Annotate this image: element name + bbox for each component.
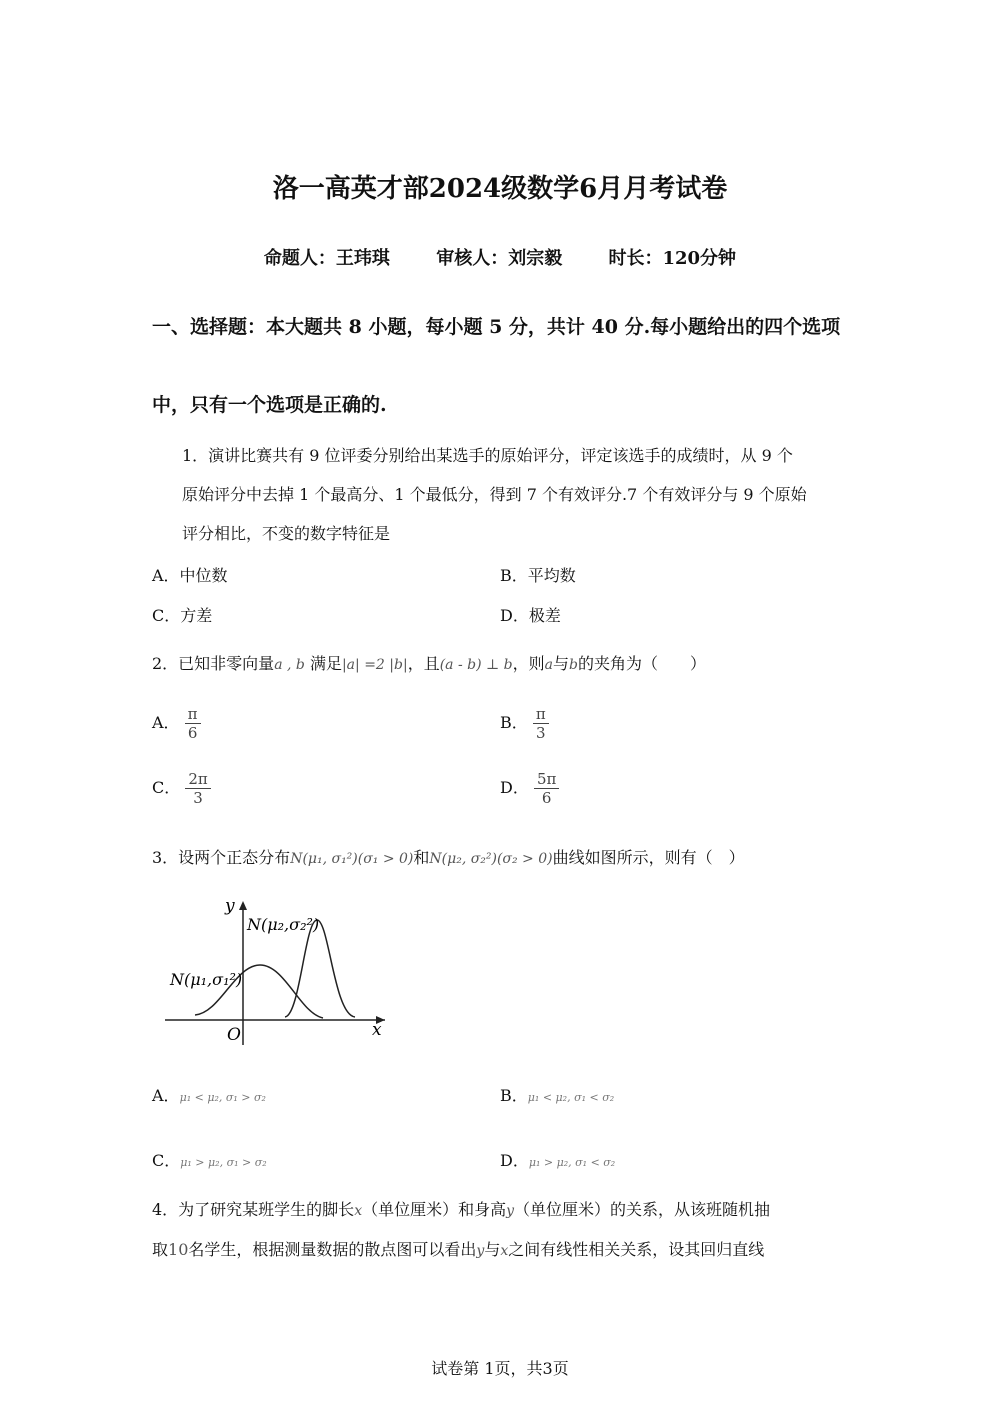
q3-text-2: 和	[413, 848, 430, 867]
q3-option-c-label: C．	[152, 1151, 181, 1170]
q3-option-d	[500, 1148, 615, 1171]
numerator: π	[185, 705, 201, 724]
denominator: 3	[536, 724, 546, 742]
q4-math-x2: x	[500, 1243, 509, 1259]
q2-math-vectors: a , b	[274, 657, 305, 673]
q2-option-c-label: C．	[152, 778, 181, 797]
duration: 时长：120分钟	[608, 248, 737, 269]
q4-math-y: y	[506, 1203, 515, 1219]
q2-stem	[152, 644, 706, 685]
q2-text-1: 2．已知非零向量	[152, 654, 275, 673]
q3-option-b	[500, 1083, 614, 1106]
denominator: 3	[193, 789, 203, 807]
reviewer: 审核人：刘宗毅	[436, 248, 563, 269]
q3-math-n1: N(μ₁, σ₁²)(σ₁ > 0)	[290, 851, 414, 867]
q3-math-n2: N(μ₂, σ₂²)(σ₂ > 0)	[429, 851, 553, 867]
q3-option-d-math: μ₁ > μ₂, σ₁ < σ₂	[528, 1156, 616, 1169]
normal-curves-figure	[160, 895, 400, 1050]
q1-option-d: D．极差	[500, 606, 561, 625]
q4-text-7: 之间有线性相关关系，设其回归直线	[508, 1240, 765, 1259]
q2-option-b-fraction	[533, 705, 549, 742]
curve-n1-label: N(μ₁,σ₁²)	[170, 970, 243, 989]
q4-math-y2: y	[476, 1243, 485, 1259]
q2-text-4: ，则	[512, 654, 545, 673]
denominator: 6	[541, 789, 552, 807]
q4-text-1: 4．为了研究某班学生的脚长	[152, 1200, 355, 1219]
q4-text-6: 与	[484, 1240, 501, 1259]
curve-n2-label: N(μ₂,σ₂²)	[247, 915, 320, 934]
numerator: 5π	[534, 770, 559, 789]
q4-line2	[152, 1230, 764, 1271]
q2-text-5: 与	[552, 654, 569, 673]
q1-option-b: B．平均数	[500, 566, 576, 585]
q2-math-norm: |a| =2 |b|	[341, 657, 408, 673]
denominator: 6	[187, 724, 198, 742]
q3-option-a-math: μ₁ < μ₂, σ₁ > σ₂	[179, 1091, 266, 1104]
q3-option-b-label: B．	[500, 1086, 528, 1105]
q3-text-3: 曲线如图所示，则有（ ）	[552, 848, 745, 867]
y-axis-label: y	[225, 896, 235, 916]
q1-option-c: C．方差	[152, 606, 213, 625]
q2-option-d-label: D．	[500, 778, 529, 797]
q3-option-c-math: μ₁ > μ₂, σ₁ > σ₂	[180, 1156, 267, 1169]
q1-line3: 评分相比，不变的数字特征是	[182, 524, 391, 543]
q3-option-d-label: D．	[500, 1151, 529, 1170]
q4-text-2: （单位厘米）和身高	[362, 1200, 507, 1219]
q1-line1: 1．演讲比赛共有 9 位评委分别给出某选手的原始评分，评定该选手的成绩时，从 9 个	[182, 446, 793, 465]
q2-option-c-fraction	[185, 770, 210, 807]
q2-option-b	[500, 705, 549, 742]
exam-meta	[0, 244, 1000, 270]
q4-line1	[152, 1190, 770, 1231]
origin-label: O	[227, 1025, 241, 1045]
q3-option-a-label: A．	[152, 1086, 180, 1105]
q3-text-1: 3．设两个正态分布	[152, 848, 291, 867]
q3-option-a	[152, 1083, 266, 1106]
q1-option-a: A．中位数	[152, 566, 228, 585]
q3-option-b-math: μ₁ < μ₂, σ₁ < σ₂	[527, 1091, 615, 1104]
section-heading-line2: 中，只有一个选项是正确的.	[152, 394, 387, 416]
q2-option-c	[152, 770, 211, 807]
q2-option-a-fraction	[185, 705, 201, 742]
q4-text-4: 取	[152, 1240, 169, 1259]
q2-text-3: ，且	[407, 654, 440, 673]
x-axis-label: x	[372, 1020, 382, 1040]
page-title: 洛一高英才部2024级数学6月月考试卷	[272, 174, 728, 204]
q2-option-d-fraction	[534, 770, 559, 807]
curve-n2	[285, 920, 355, 1017]
q2-math-perp: (a - b) ⊥ b	[439, 657, 513, 673]
q3-option-c	[152, 1148, 267, 1171]
q4-text-5: 名学生，根据测量数据的散点图可以看出	[188, 1240, 477, 1259]
numerator: π	[533, 705, 549, 724]
section-heading-line1: 一、选择题：本大题共 8 小题，每小题 5 分，共计 40 分.每小题给出的四个选项	[152, 316, 841, 338]
q2-option-a	[152, 705, 201, 742]
q4-text-3: （单位厘米）的关系，从该班随机抽	[514, 1200, 771, 1219]
author: 命题人：王玮琪	[263, 248, 390, 269]
q4-math-10: 10	[168, 1240, 189, 1259]
q2-math-b: b	[569, 657, 578, 673]
q2-text-2: 满足	[309, 654, 342, 673]
q2-text-6: 的夹角为（ ）	[577, 654, 706, 673]
q2-option-b-label: B．	[500, 713, 528, 732]
numerator: 2π	[185, 770, 210, 789]
y-axis-arrow	[239, 901, 247, 910]
page-footer: 试卷第 1页，共3页	[431, 1359, 569, 1378]
q2-option-d	[500, 770, 559, 807]
q3-stem	[152, 838, 745, 879]
q1-line2: 原始评分中去掉 1 个最高分、1 个最低分，得到 7 个有效评分.7 个有效评分与 9 个原始	[182, 485, 807, 504]
q4-math-x: x	[354, 1203, 363, 1219]
q2-option-a-label: A．	[152, 713, 180, 732]
q2-math-a: a	[544, 657, 553, 673]
